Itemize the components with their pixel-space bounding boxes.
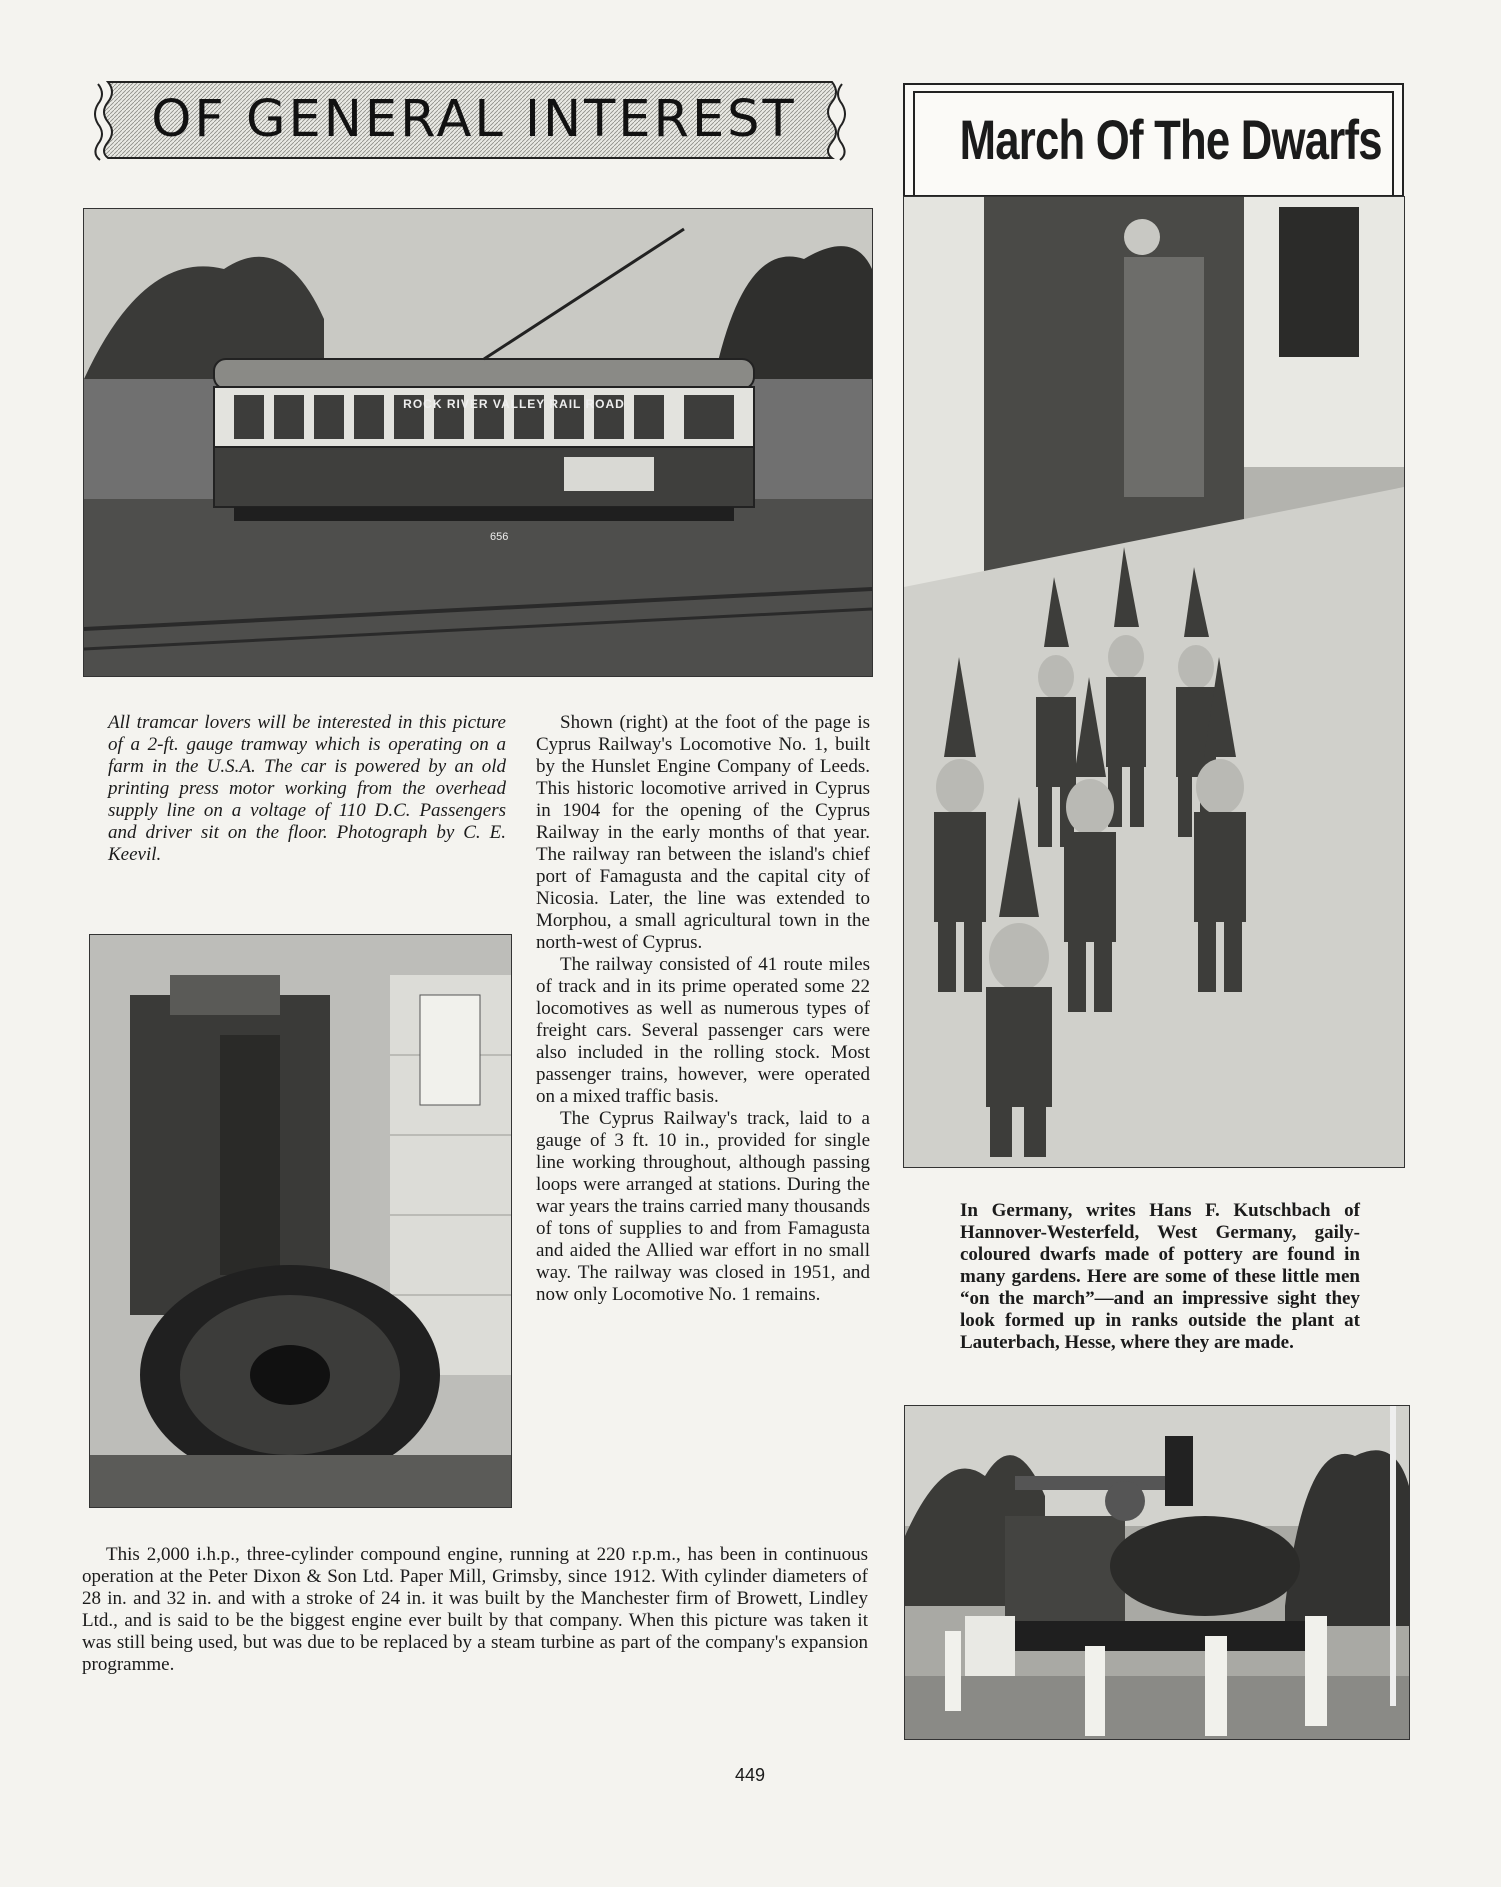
dwarfs-heading-box xyxy=(903,83,1404,197)
tram-number: 656 xyxy=(490,531,509,543)
cyprus-article xyxy=(536,712,870,1306)
cyprus-paragraph: The Cyprus Railway's track, laid to a gauge of 3 ft. 10 in., provided for single line working throughout, although passing loops were arranged at stations. During the war years the trains carried many thousands of tons of supplies to and from Famagusta and aided the Allied war effort in no small way. The railway was closed in 1951, and now only Locomotive No. 1 remains. xyxy=(536,1108,870,1305)
tramcar-caption: All tramcar lovers will be interested in this picture of a 2-ft. gauge tramway which is operating on a farm in the U.S.A. The car is powered by an old printing press motor working from the overhead supply line on a voltage of 110 D.C. Passengers and driver sit on the floor. Photograph by C. E. Keevil. xyxy=(108,712,506,865)
dwarfs-title: March Of The Dwarfs xyxy=(959,108,1382,171)
section-banner xyxy=(94,78,846,162)
pottery-dwarfs-photo xyxy=(903,196,1405,1168)
dwarfs-caption: In Germany, writes Hans F. Kutschbach of Hannover-Westerfeld, West Germany, gaily-coloured dwarfs made of pottery are found in many gardens. Here are some of these little men “on the march”—and an impressive sight they look formed up in ranks outside the plant at Lauterbach, Hesse, where they are made. xyxy=(960,1200,1360,1353)
compound-engine-photo xyxy=(89,934,512,1508)
tram-destination-sign: ROCK RIVER VALLEY RAIL ROAD xyxy=(403,397,625,411)
locomotive-photo xyxy=(904,1405,1410,1740)
banner-title: OF GENERAL INTEREST xyxy=(151,89,797,149)
cyprus-paragraph: Shown (right) at the foot of the page is Cyprus Railway's Locomotive No. 1, built by the Hunslet Engine Company of Leeds. This historic locomotive arrived in Cyprus in 1904 for the opening of the Cyprus Railway in the early months of that year. The railway ran between the island's chief port of Famagusta and the capital city of Nicosia. Later, the line was extended to Morphou, a small agricultural town in the north-west of Cyprus. xyxy=(536,712,870,953)
tramcar-photo xyxy=(83,208,873,677)
engine-caption xyxy=(82,1544,868,1676)
cyprus-paragraph: The railway consisted of 41 route miles of track and in its prime operated some 22 locomotives as well as numerous types of freight cars. Several passenger cars were also included in the rolling stock. Most passenger trains, however, were operated on a mixed traffic basis. xyxy=(536,954,870,1107)
engine-paragraph: This 2,000 i.h.p., three-cylinder compound engine, running at 220 r.p.m., has been in continuous operation at the Peter Dixon & Son Ltd. Paper Mill, Grimsby, since 1912. With cylinder diameters of 28 in. and 32 in. and with a stroke of 24 in. it was built by the Manchester firm of Browett, Lindley Ltd., and is said to be the biggest engine ever built by that company. When this picture was taken it was still being used, but was due to be replaced by a steam turbine as part of the company's expansion programme. xyxy=(82,1544,868,1675)
page-number: 449 xyxy=(734,1765,766,1785)
